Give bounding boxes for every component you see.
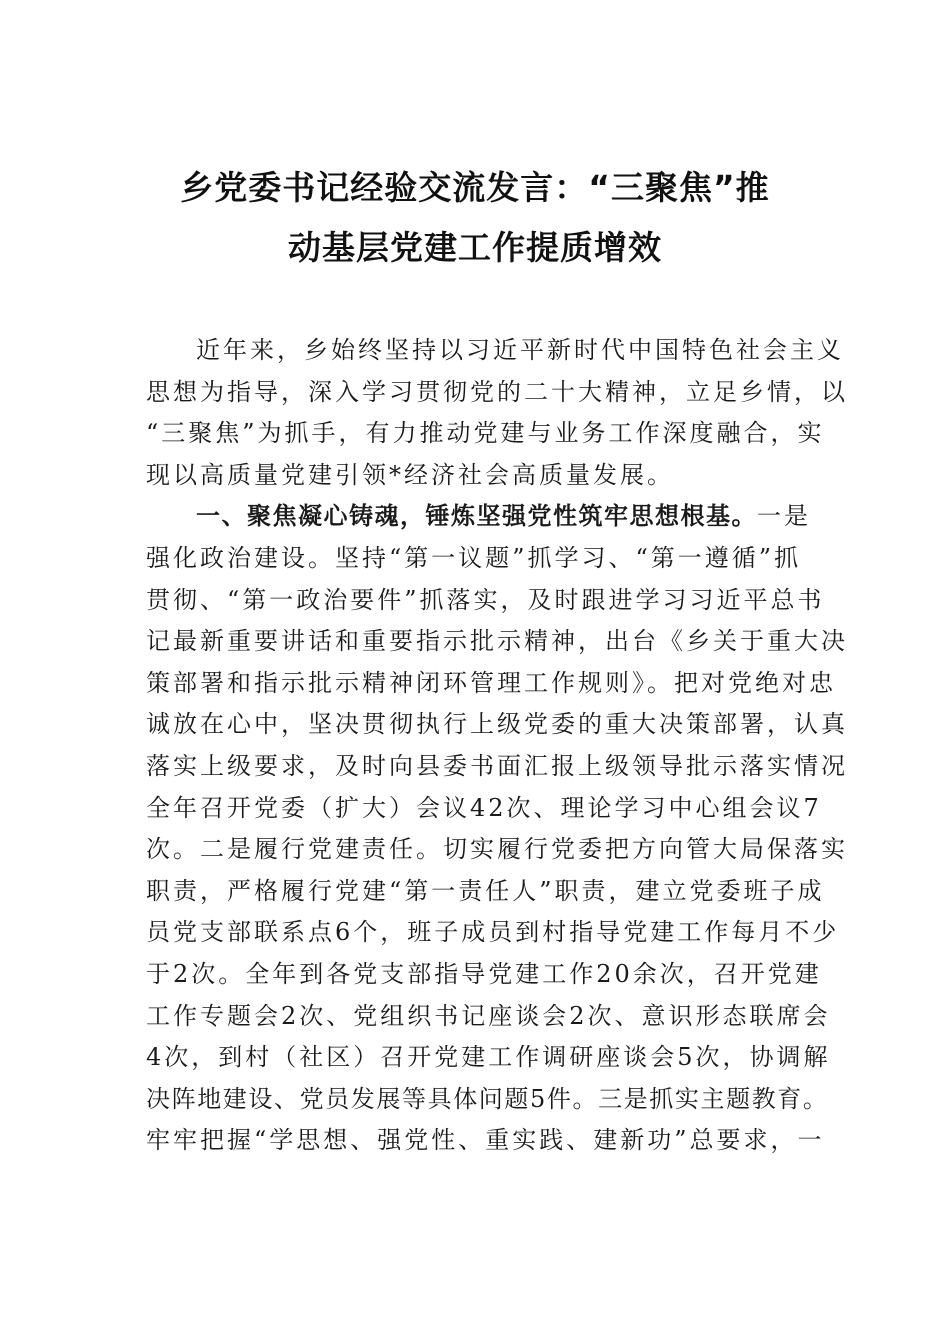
section-1-first-line-tail: 一是 bbox=[757, 502, 811, 531]
body-line: 策部署和指示批示精神闭环管理工作规则》。把对党绝对忠 bbox=[146, 668, 836, 697]
intro-line: 近年来，乡始终坚持以习近平新时代中国特色社会主义 bbox=[196, 336, 844, 364]
intro-line: 思想为指导，深入学习贯彻党的二十大精神，立足乡情，以 bbox=[146, 377, 848, 406]
body-line: 次。二是履行党建责任。切实履行党委把方向管大局保落实 bbox=[146, 835, 848, 864]
body-line: 诚放在心中，坚决贯彻执行上级党委的重大决策部署，认真 bbox=[146, 710, 848, 739]
body-line: 4次，到村（社区）召开党建工作调研座谈会5次，协调解 bbox=[146, 1043, 831, 1072]
body-line: 员党支部联系点6个，班子成员到村指导党建工作每月不少 bbox=[146, 918, 840, 947]
intro-line: “三聚焦”为抓手，有力推动党建与业务工作深度融合，实 bbox=[146, 419, 825, 448]
body-line: 决阵地建设、党员发展等具体问题5件。三是抓实主题教育。 bbox=[146, 1084, 829, 1113]
section-1-heading: 一、聚焦凝心铸魂，锤炼坚强党性筑牢思想根基。 bbox=[196, 502, 757, 531]
section-1-first-line bbox=[146, 496, 836, 538]
body-line: 落实上级要求，及时向县委书面汇报上级领导批示落实情况 bbox=[146, 751, 848, 780]
body-line: 强化政治建设。坚持“第一议题”抓学习、“第一遵循”抓 bbox=[146, 543, 802, 572]
title-line-2: 动基层党建工作提质增效 bbox=[288, 228, 662, 267]
body-line: 工作专题会2次、党组织书记座谈会2次、意识形态联席会 bbox=[146, 1001, 831, 1030]
document-title bbox=[140, 158, 810, 278]
body-line: 牢牢把握“学思想、强党性、重实践、建新功”总要求，一 bbox=[146, 1126, 825, 1155]
body-line: 于2次。全年到各党支部指导党建工作20余次，召开党建 bbox=[146, 959, 822, 988]
intro-line: 现以高质量党建引领*经济社会高质量发展。 bbox=[146, 460, 674, 489]
body-line: 记最新重要讲话和重要指示批示精神，出台《乡关于重大决 bbox=[146, 627, 848, 656]
body-line: 职责，严格履行党建“第一责任人”职责，建立党委班子成 bbox=[146, 876, 825, 905]
title-line-1: 乡党委书记经验交流发言：“三聚焦”推 bbox=[180, 168, 770, 207]
document-body bbox=[146, 330, 848, 1162]
body-line: 全年召开党委（扩大）会议42次、理论学习中心组会议7 bbox=[146, 793, 822, 822]
body-line: 贯彻、“第一政治要件”抓落实，及时跟进学习习近平总书 bbox=[146, 585, 825, 614]
